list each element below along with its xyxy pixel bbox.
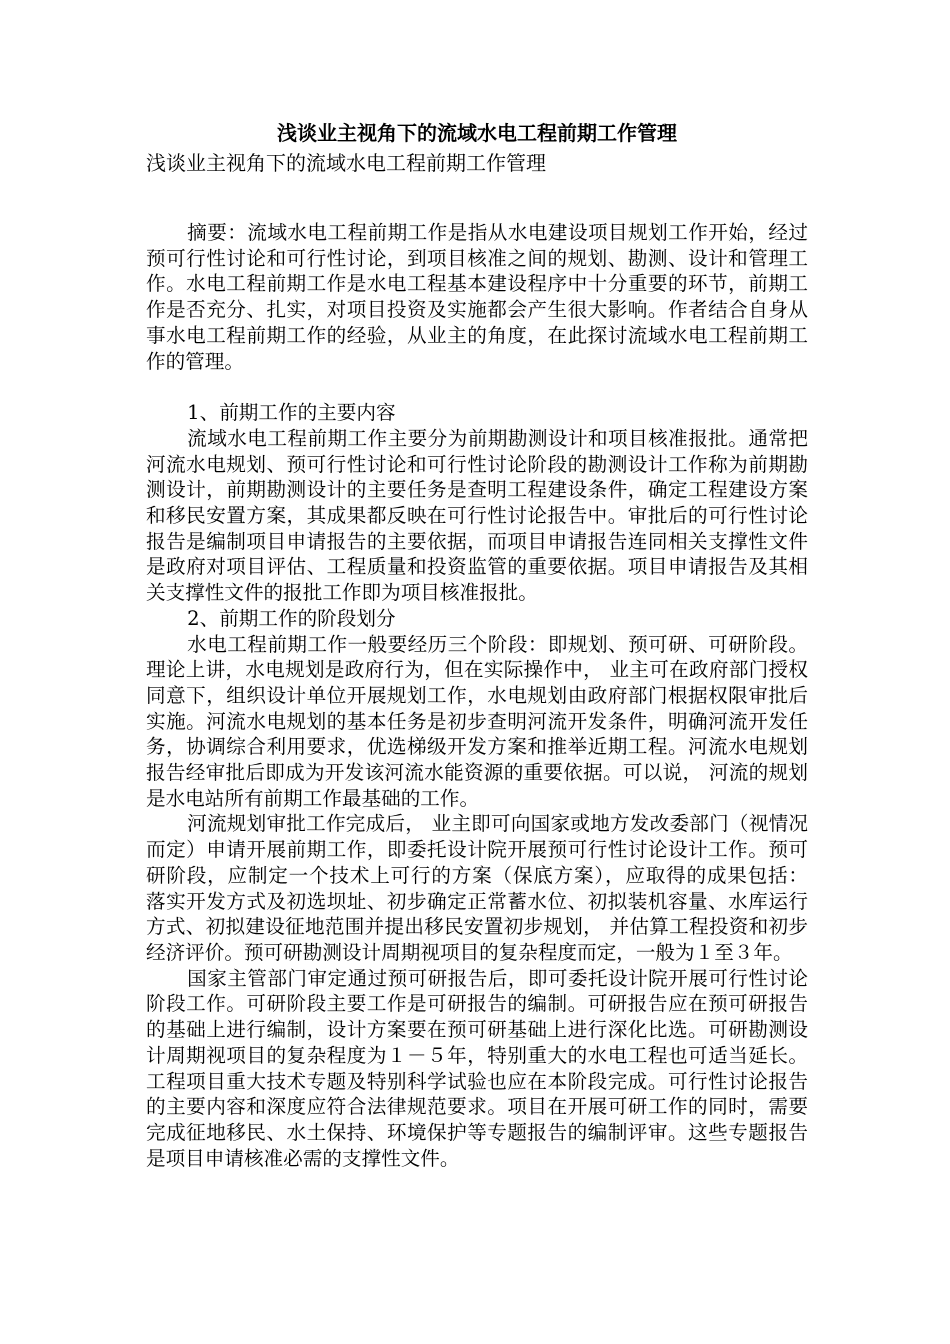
- section-heading-2: 2、前期工作的阶段划分: [187, 606, 396, 630]
- abstract-paragraph: 摘要：流域水电工程前期工作是指从水电建设项目规划工作开始，经过预可行性讨论和可行性讨论，到项目核准之间的规划、勘测、设计和管理工作。水电工程前期工作是水电工程基本建设程序中十分重要的环节，前期工作是否充分、扎实，对项目投资及实施都会产生很大影响。作者结合自身从事水电工程前期工作的经验，从业主的角度，在此探讨流域水电工程前期工作的管理。: [146, 221, 808, 373]
- document-page: [146, 118, 808, 1171]
- section-heading-1: 1、前期工作的主要内容: [187, 401, 396, 425]
- document-subtitle: 浅谈业主视角下的流域水电工程前期工作管理: [146, 151, 546, 175]
- section-2-paragraph: 国家主管部门审定通过预可研报告后，即可委托设计院开展可行性讨论阶段工作。可研阶段主要工作是可研报告的编制。可研报告应在预可研报告的基础上进行编制，设计方案要在预可研基础上进行深化比选。可研勘测设计周期视项目的复杂程度为１－５年，特别重大的水电工程也可适当延长。工程项目重大技术专题及特别科学试验也应在本阶段完成。可行性讨论报告的主要内容和深度应符合法律规范要求。项目在开展可研工作的同时，需要完成征地移民、水土保持、环境保护等专题报告的编制评审。这些专题报告是项目申请核准必需的支撑性文件。: [146, 966, 808, 1170]
- section-1-paragraph: 流域水电工程前期工作主要分为前期勘测设计和项目核准报批。通常把河流水电规划、预可行性讨论和可行性讨论阶段的勘测设计工作称为前期勘测设计，前期勘测设计的主要任务是查明工程建设条件，确定工程建设方案和移民安置方案，其成果都反映在可行性讨论报告中。审批后的可行性讨论报告是编制项目申请报告的主要依据，而项目申请报告连同相关支撑性文件是政府对项目评估、工程质量和投资监管的重要依据。项目申请报告及其相关支撑性文件的报批工作即为项目核准报批。: [146, 426, 808, 605]
- document-title: 浅谈业主视角下的流域水电工程前期工作管理: [277, 121, 677, 145]
- section-2-paragraph: 河流规划审批工作完成后， 业主即可向国家或地方发改委部门（视情况而定）申请开展前期工作，即委托设计院开展预可行性讨论设计工作。预可研阶段，应制定一个技术上可行的方案（保底方案），应取得的成果包括： 落实开发方式及初选坝址、初步确定正常蓄水位、初拟装机容量、水库运行方式、初拟建设征地范围并提出移民安置初步规划， 并估算工程投资和初步经济评价。预可研勘测设计周期视项目的复杂程度而定，一般为１至３年。: [146, 812, 808, 964]
- section-2-paragraph: 水电工程前期工作一般要经历三个阶段：即规划、预可研、可研阶段。理论上讲，水电规划是政府行为，但在实际操作中， 业主可在政府部门授权同意下，组织设计单位开展规划工作，水电规划由政府部门根据权限审批后实施。河流水电规划的基本任务是初步查明河流开发条件，明确河流开发任务，协调综合利用要求，优选梯级开发方案和推举近期工程。河流水电规划报告经审批后即成为开发该河流水能资源的重要依据。可以说， 河流的规划是水电站所有前期工作最基础的工作。: [146, 632, 808, 810]
- spacer: [146, 374, 808, 400]
- spacer: [146, 178, 808, 220]
